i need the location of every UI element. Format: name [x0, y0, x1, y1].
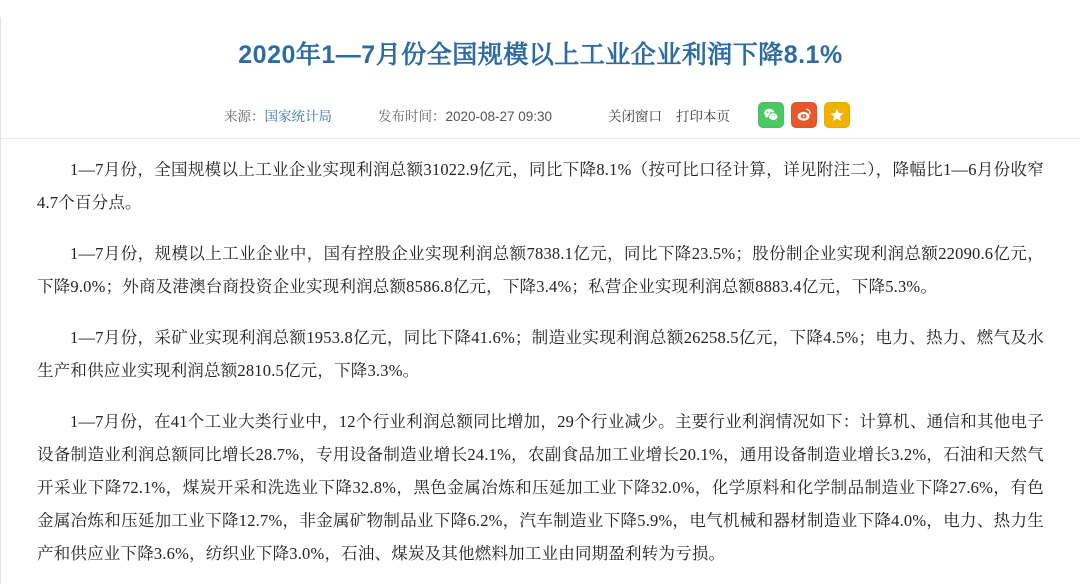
article-actions	[608, 102, 857, 128]
publish-value: 2020-08-27 09:30	[445, 108, 553, 124]
article-page	[0, 17, 1080, 584]
source-info	[224, 105, 332, 125]
source-label: 来源：	[223, 108, 265, 124]
close-window-button[interactable]: 关闭窗口	[608, 108, 663, 124]
article-paragraph: 1—7月份，在41个工业大类行业中，12个行业利润总额同比增加，29个行业减少。主要行业利润情况如下：计算机、通信和其他电子设备制造业利润总额同比增长28.7%，专用设备制造业增长24.1%，农副食品加工业增长20.1%，通用设备制造业增长3.2%，石油和天然气开采业下降72.1%，煤炭开采和洗选业下降32.8%，黑色金属冶炼和压延加工业下降32.0%，化学原料和化学制品制造业下降27.6%，有色金属冶炼和压延加工业下降12.7%，非金属矿物制品业下降6.2%，汽车制造业下降5.9%，电气机械和器材制造业下降4.0%，电力、热力生产和供应业下降3.6%，纺织业下降3.0%，石油、煤炭及其他燃料加工业由同期盈利转为亏损。	[37, 411, 1044, 563]
article-paragraph: 1—7月份，规模以上工业企业中，国有控股企业实现利润总额7838.1亿元，同比下降23.5%；股份制企业实现利润总额22090.6亿元，下降9.0%；外商及港澳台商投资企业实现利润总额8586.8亿元，下降3.4%；私营企业实现利润总额8883.4亿元，下降5.3%。	[37, 243, 1044, 296]
wechat-icon[interactable]	[758, 102, 784, 128]
page-title: 2020年1—7月份全国规模以上工业企业利润下降8.1%	[238, 40, 843, 69]
article-body	[1, 139, 1080, 570]
favorite-star-icon[interactable]	[824, 102, 850, 128]
article-metabar	[1, 92, 1080, 139]
article-paragraph: 1—7月份，全国规模以上工业企业实现利润总额31022.9亿元，同比下降8.1%（按可比口径计算，详见附注二），降幅比1—6月份收窄4.7个百分点。	[37, 159, 1044, 212]
weibo-icon[interactable]	[791, 102, 817, 128]
publish-time	[378, 105, 552, 125]
source-value[interactable]: 国家统计局	[264, 108, 332, 124]
article-paragraph: 1—7月份，采矿业实现利润总额1953.8亿元，同比下降41.6%；制造业实现利润总额26258.5亿元，下降4.5%；电力、热力、燃气及水生产和供应业实现利润总额2810.5亿元，下降3.3%。	[37, 327, 1044, 380]
publish-label: 发布时间：	[377, 108, 446, 124]
print-page-button[interactable]: 打印本页	[676, 108, 731, 124]
share-icon-group	[758, 102, 857, 128]
